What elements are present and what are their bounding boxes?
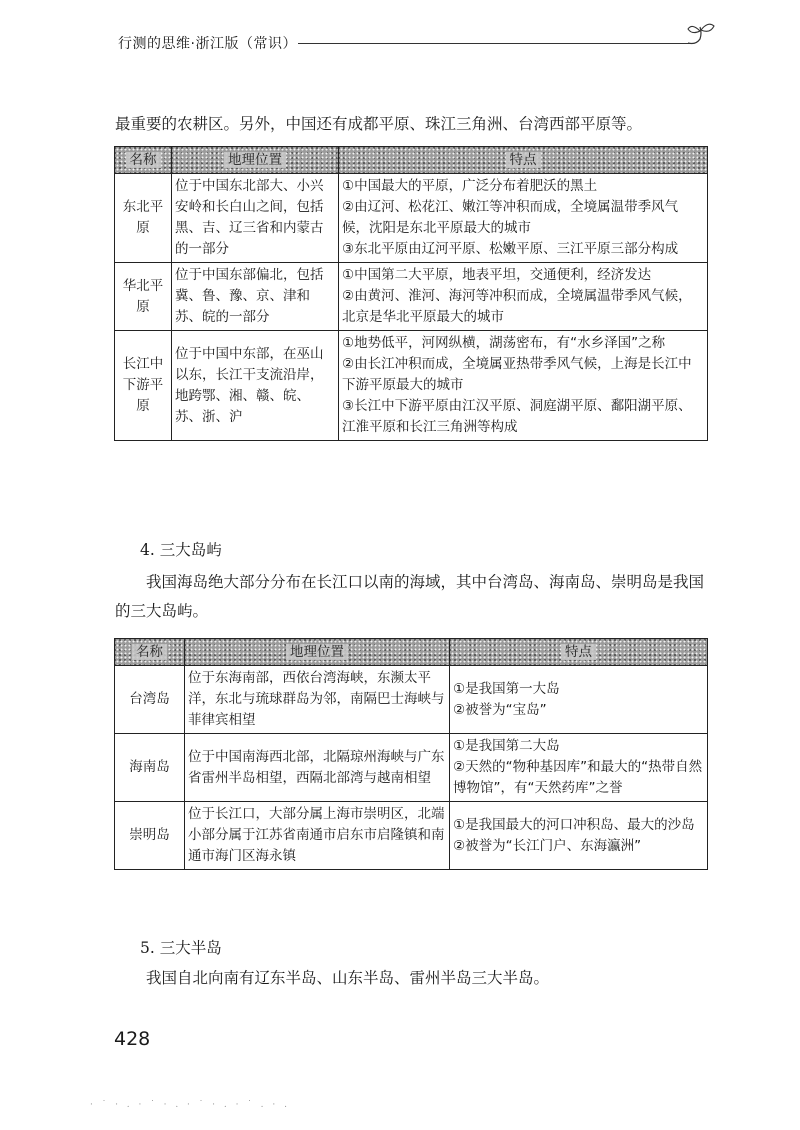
feature-item: ①是我国最大的河口冲积岛、最大的沙岛 xyxy=(453,816,695,833)
section-5-paragraph: 我国自北向南有辽东半岛、山东半岛、雷州半岛三大半岛。 xyxy=(146,969,550,987)
row-name: 海南岛 xyxy=(115,734,185,802)
row-location: 位于中国东部偏北，包括冀、鲁、豫、京、津和苏、皖的一部分 xyxy=(172,263,339,331)
feature-item: ②天然的“物种基因库”和最大的“热带自然博物馆”，有“天然药库”之誉 xyxy=(453,759,703,796)
row-name: 崇明岛 xyxy=(115,802,185,870)
header-cell-location: 地理位置 xyxy=(172,147,339,174)
table-row xyxy=(115,174,708,263)
row-name: 长江中下游平原 xyxy=(115,331,172,441)
header-cell-name: 名称 xyxy=(115,639,185,666)
row-location: 位于中国中东部，在巫山以东，长江干支流沿岸，地跨鄂、湘、赣、皖、苏、浙、沪 xyxy=(172,331,339,441)
sprout-ornament-icon xyxy=(684,21,720,51)
table-row xyxy=(115,666,708,734)
row-features xyxy=(450,734,708,802)
feature-item: ③东北平原由辽河平原、松嫩平原、三江平原三部分构成 xyxy=(342,241,679,257)
row-location: 位于中国南海西北部，北隔琼州海峡与广东省雷州半岛相望，西隔北部湾与越南相望 xyxy=(185,734,450,802)
feature-item: ①中国第二大平原，地表平坦，交通便利，经济发达 xyxy=(342,267,652,283)
table-row xyxy=(115,263,708,331)
row-location: 位于长江口，大部分属上海市崇明区，北端小部分属于江苏省南通市启东市启隆镇和南通市海门区海永镇 xyxy=(185,802,450,870)
table-row xyxy=(115,331,708,441)
header-cell-features: 特点 xyxy=(339,147,708,174)
page-number: 428 xyxy=(114,1028,151,1050)
row-features xyxy=(339,331,708,441)
row-name: 华北平原 xyxy=(115,263,172,331)
header-title: 行测的思维·浙江版（常识） xyxy=(118,36,297,52)
scan-specks: · ˙ · . · ˙ · . · ˙ · . · ˙ . · . xyxy=(90,1100,290,1110)
islands-header-row xyxy=(115,639,708,666)
row-name: 东北平原 xyxy=(115,174,172,263)
intro-paragraph: 最重要的农耕区。另外，中国还有成都平原、珠江三角洲、台湾西部平原等。 xyxy=(115,115,643,133)
row-features xyxy=(450,666,708,734)
feature-item: ①地势低平，河网纵横，湖荡密布，有“水乡泽国”之称 xyxy=(342,335,666,351)
section-4-paragraph: 我国海岛绝大部分分布在长江口以南的海域，其中台湾岛、海南岛、崇明岛是我国的三大岛屿。 xyxy=(115,573,705,620)
feature-item: ②由长江冲积而成，全境属亚热带季风气候，上海是长江中下游平原最大的城市 xyxy=(342,356,692,393)
feature-item: ①是我国第一大岛 xyxy=(453,680,560,697)
section-4-title: 4. 三大岛屿 xyxy=(140,541,222,559)
feature-item: ①中国最大的平原，广泛分布着肥沃的黑土 xyxy=(342,178,598,194)
header-cell-features: 特点 xyxy=(450,639,708,666)
row-location: 位于中国东北部大、小兴安岭和长白山之间，包括黑、吉、辽三省和内蒙古的一部分 xyxy=(172,174,339,263)
feature-item: ③长江中下游平原由江汉平原、洞庭湖平原、鄱阳湖平原、江淮平原和长江三角洲等构成 xyxy=(342,398,692,435)
row-location: 位于东海南部，西依台湾海峡，东濒太平洋，东北与琉球群岛为邻，南隔巴士海峡与菲律宾相望 xyxy=(185,666,450,734)
row-features xyxy=(339,174,708,263)
feature-item: ②由辽河、松花江、嫩江等冲积而成，全境属温带季风气候，沈阳是东北平原最大的城市 xyxy=(342,199,679,236)
header-cell-name: 名称 xyxy=(115,147,172,174)
header-rule xyxy=(298,43,690,44)
feature-item: ②被誉为“长江门户、东海瀛洲” xyxy=(453,837,642,854)
running-header xyxy=(118,33,718,63)
row-features xyxy=(450,802,708,870)
table-row xyxy=(115,802,708,870)
table-row xyxy=(115,734,708,802)
islands-table xyxy=(114,638,708,870)
plains-header-row xyxy=(115,147,708,174)
feature-item: ②由黄河、淮河、海河等冲积而成，全境属温带季风气候，北京是华北平原最大的城市 xyxy=(342,288,692,325)
feature-item: ②被誉为“宝岛” xyxy=(453,701,547,718)
section-5-title: 5. 三大半岛 xyxy=(140,939,222,957)
row-name: 台湾岛 xyxy=(115,666,185,734)
feature-item: ①是我国第二大岛 xyxy=(453,738,560,754)
header-cell-location: 地理位置 xyxy=(185,639,450,666)
plains-table xyxy=(114,146,708,441)
row-features xyxy=(339,263,708,331)
